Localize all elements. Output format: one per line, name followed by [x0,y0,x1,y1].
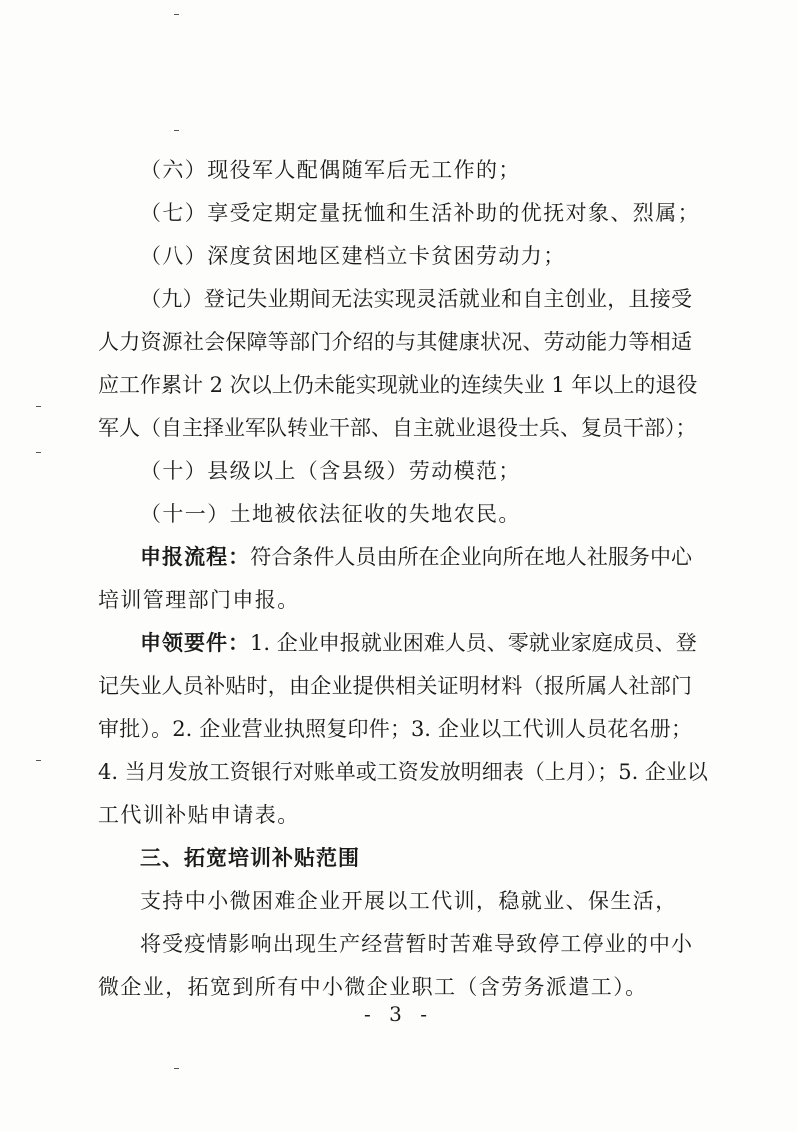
section-three-heading: 三、拓宽培训补贴范围 [140,846,360,870]
scan-speck [174,14,179,15]
materials-label: 申领要件： [140,631,250,655]
materials-text: 1. 企业申报就业困难人员、零就业家庭成员、登 [250,631,697,655]
item-eight: （八）深度贫困地区建档立卡贫困劳动力； [140,244,566,268]
item-ten: （十）县级以上（含县级）劳动模范； [140,459,521,483]
process-text: 符合条件人员由所在企业向所在地人社服务中心 [250,545,693,569]
materials-line-2: 记失业人员补贴时，由企业提供相关证明材料（报所属人社部门 [98,674,692,698]
item-seven: （七）享受定期定量抚恤和生活补助的优抚对象、烈属； [140,201,700,225]
scan-speck [36,452,41,453]
item-nine-line-4: 军人（自主择业军队转业干部、自主就业退役士兵、复员干部）； [98,416,697,440]
materials-line-1 [140,628,697,658]
materials-line-3: 审批）。2. 企业营业执照复印件；3. 企业以工代训人员花名册； [98,717,692,741]
page-number: - 3 - [364,1002,433,1026]
process-line-2: 培训管理部门申报。 [98,588,300,612]
materials-line-4: 4. 当月发放工资银行对账单或工资发放明细表（上月）；5. 企业以 [98,760,708,784]
scan-speck [174,1068,179,1069]
section-three-paragraph-2-line-2: 微企业，拓宽到所有中小微企业职工（含劳务派遣工）。 [98,975,648,999]
item-six: （六）现役军人配偶随军后无工作的； [140,158,521,182]
item-nine-line-2: 人力资源社会保障等部门介绍的与其健康状况、劳动能力等相适 [98,330,692,354]
scan-speck [36,760,41,761]
item-nine-line-1: （九）登记失业期间无法实现灵活就业和自主创业，且接受 [140,287,692,311]
section-three-paragraph-1: 支持中小微困难企业开展以工代训，稳就业、保生活， [140,889,678,913]
process-label: 申报流程： [140,545,251,569]
materials-line-5: 工代训补贴申请表。 [98,803,300,827]
process-line-1 [140,542,692,572]
item-eleven: （十一）土地被依法征收的失地农民。 [140,502,521,526]
item-nine-line-3: 应工作累计 2 次以上仍未能实现就业的连续失业 1 年以上的退役 [98,373,698,397]
scan-speck [36,406,41,407]
scan-speck [174,130,179,131]
section-three-paragraph-2-line-1: 将受疫情影响出现生产经营暂时苦难导致停工停业的中小 [140,932,692,956]
